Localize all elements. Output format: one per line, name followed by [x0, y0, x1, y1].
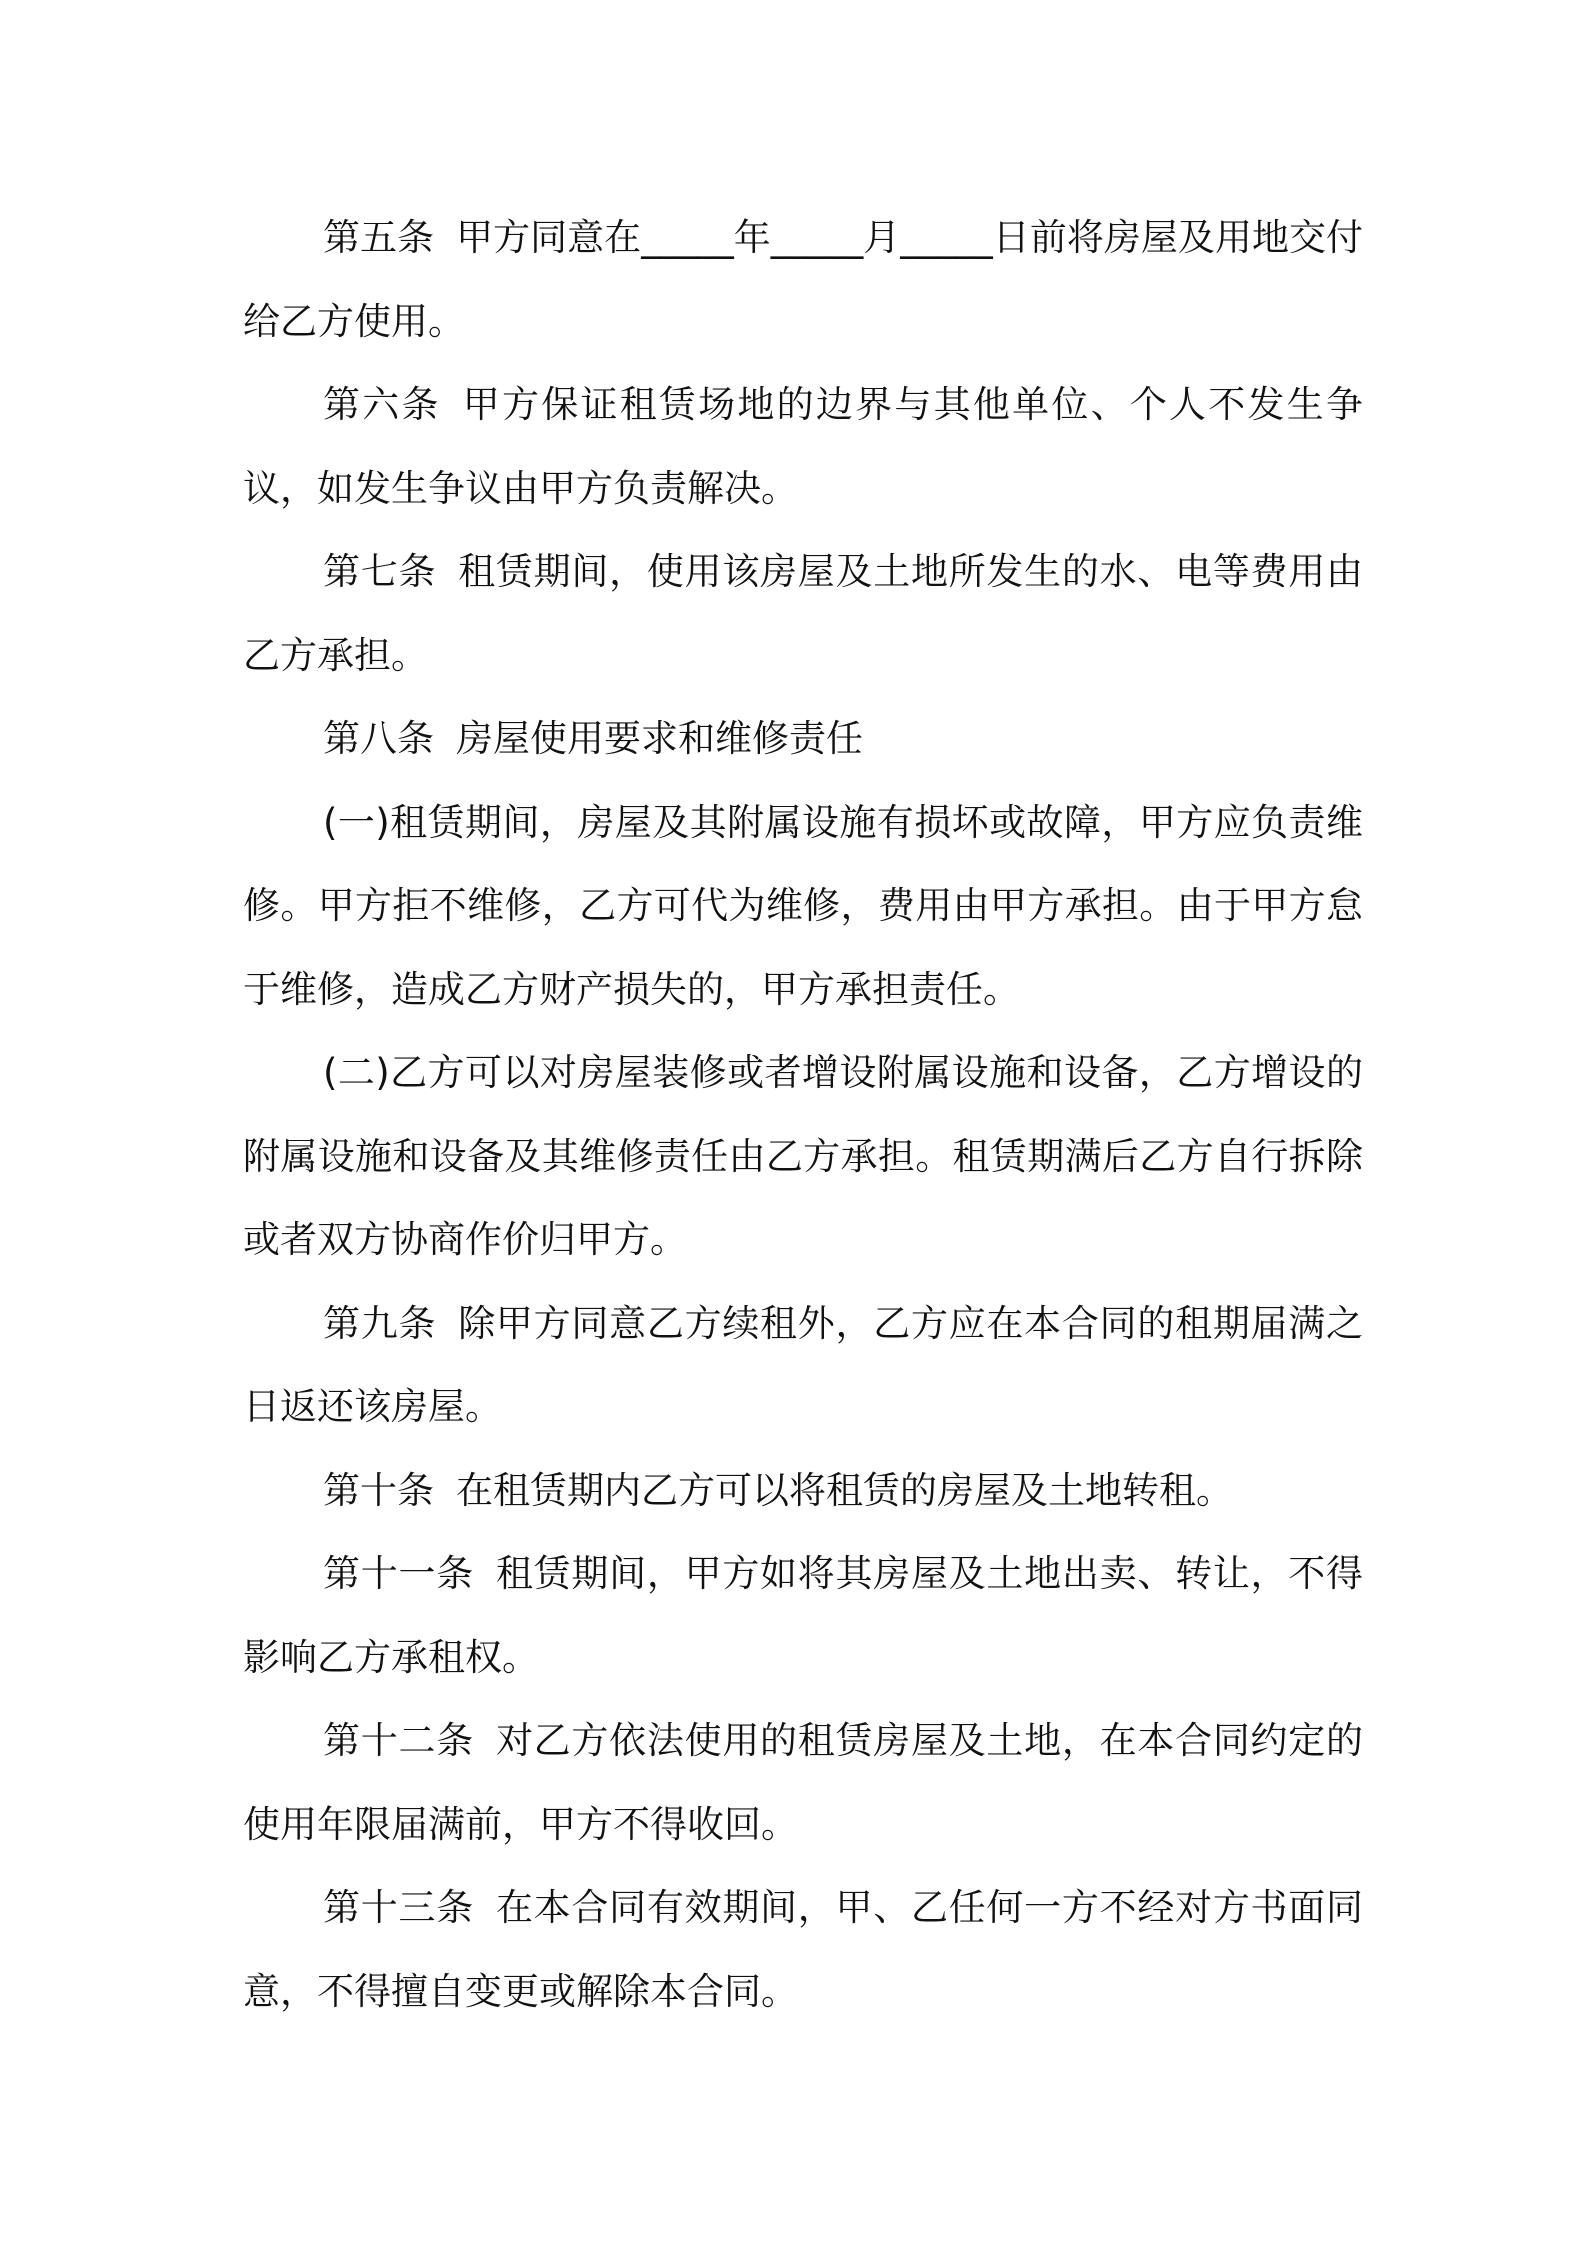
article-8-clause-2 — [243, 1031, 1363, 1282]
article-11 — [243, 1532, 1363, 1699]
article-10 — [243, 1449, 1363, 1533]
article-12 — [243, 1699, 1363, 1866]
article-text: 对乙方依法使用的租赁房屋及土地，在本合同约定的使用年限届满前，甲方不得收回。 — [243, 1719, 1364, 1846]
article-text: 租赁期间，使用该房屋及土地所发生的水、电等费用由乙方承担。 — [243, 550, 1364, 677]
article-7 — [243, 530, 1363, 697]
article-number: 第九条 — [323, 1301, 437, 1345]
article-text: 甲方同意在_____年_____月_____日前将房屋及用地交付给乙方使用。 — [243, 216, 1364, 343]
article-text: 在租赁期内乙方可以将租赁的房屋及土地转租。 — [456, 1468, 1233, 1512]
clause-text: (二)乙方可以对房屋装修或者增设附属设施和设备，乙方增设的附属设施和设备及其维修责任由乙方承担。租赁期满后乙方自行拆除或者双方协商作价归甲方。 — [243, 1051, 1363, 1261]
article-number: 第八条 — [323, 717, 434, 760]
article-number: 第五条 — [323, 216, 435, 259]
article-5 — [243, 196, 1363, 363]
clause-text: (一)租赁期间，房屋及其附属设施有损坏或故障，甲方应负责维修。甲方拒不维修，乙方可代为维修，费用由甲方承担。由于甲方怠于维修，造成乙方财产损失的，甲方承担责任。 — [243, 800, 1363, 1011]
article-text: 租赁期间，甲方如将其房屋及土地出卖、转让，不得影响乙方承租权。 — [243, 1552, 1364, 1679]
article-text: 除甲方同意乙方续租外，乙方应在本合同的租期届满之日返还该房屋。 — [243, 1301, 1364, 1428]
article-text: 在本合同有效期间，甲、乙任何一方不经对方书面同意，不得擅自变更或解除本合同。 — [243, 1886, 1364, 2013]
article-8-clause-1 — [243, 781, 1363, 1032]
contract-body — [243, 196, 1363, 2033]
article-text: 甲方保证租赁场地的边界与其他单位、个人不发生争议，如发生争议由甲方负责解决。 — [243, 383, 1364, 510]
article-13 — [243, 1866, 1363, 2033]
article-number: 第七条 — [323, 550, 437, 593]
article-8 — [243, 697, 1363, 781]
article-9 — [243, 1282, 1363, 1449]
article-number: 第十三条 — [323, 1886, 474, 1929]
article-number: 第十条 — [323, 1468, 434, 1512]
article-number: 第十一条 — [323, 1552, 474, 1595]
article-6 — [243, 363, 1363, 530]
article-text: 房屋使用要求和维修责任 — [456, 717, 863, 760]
article-number: 第十二条 — [323, 1719, 474, 1762]
article-number: 第六条 — [323, 383, 441, 426]
